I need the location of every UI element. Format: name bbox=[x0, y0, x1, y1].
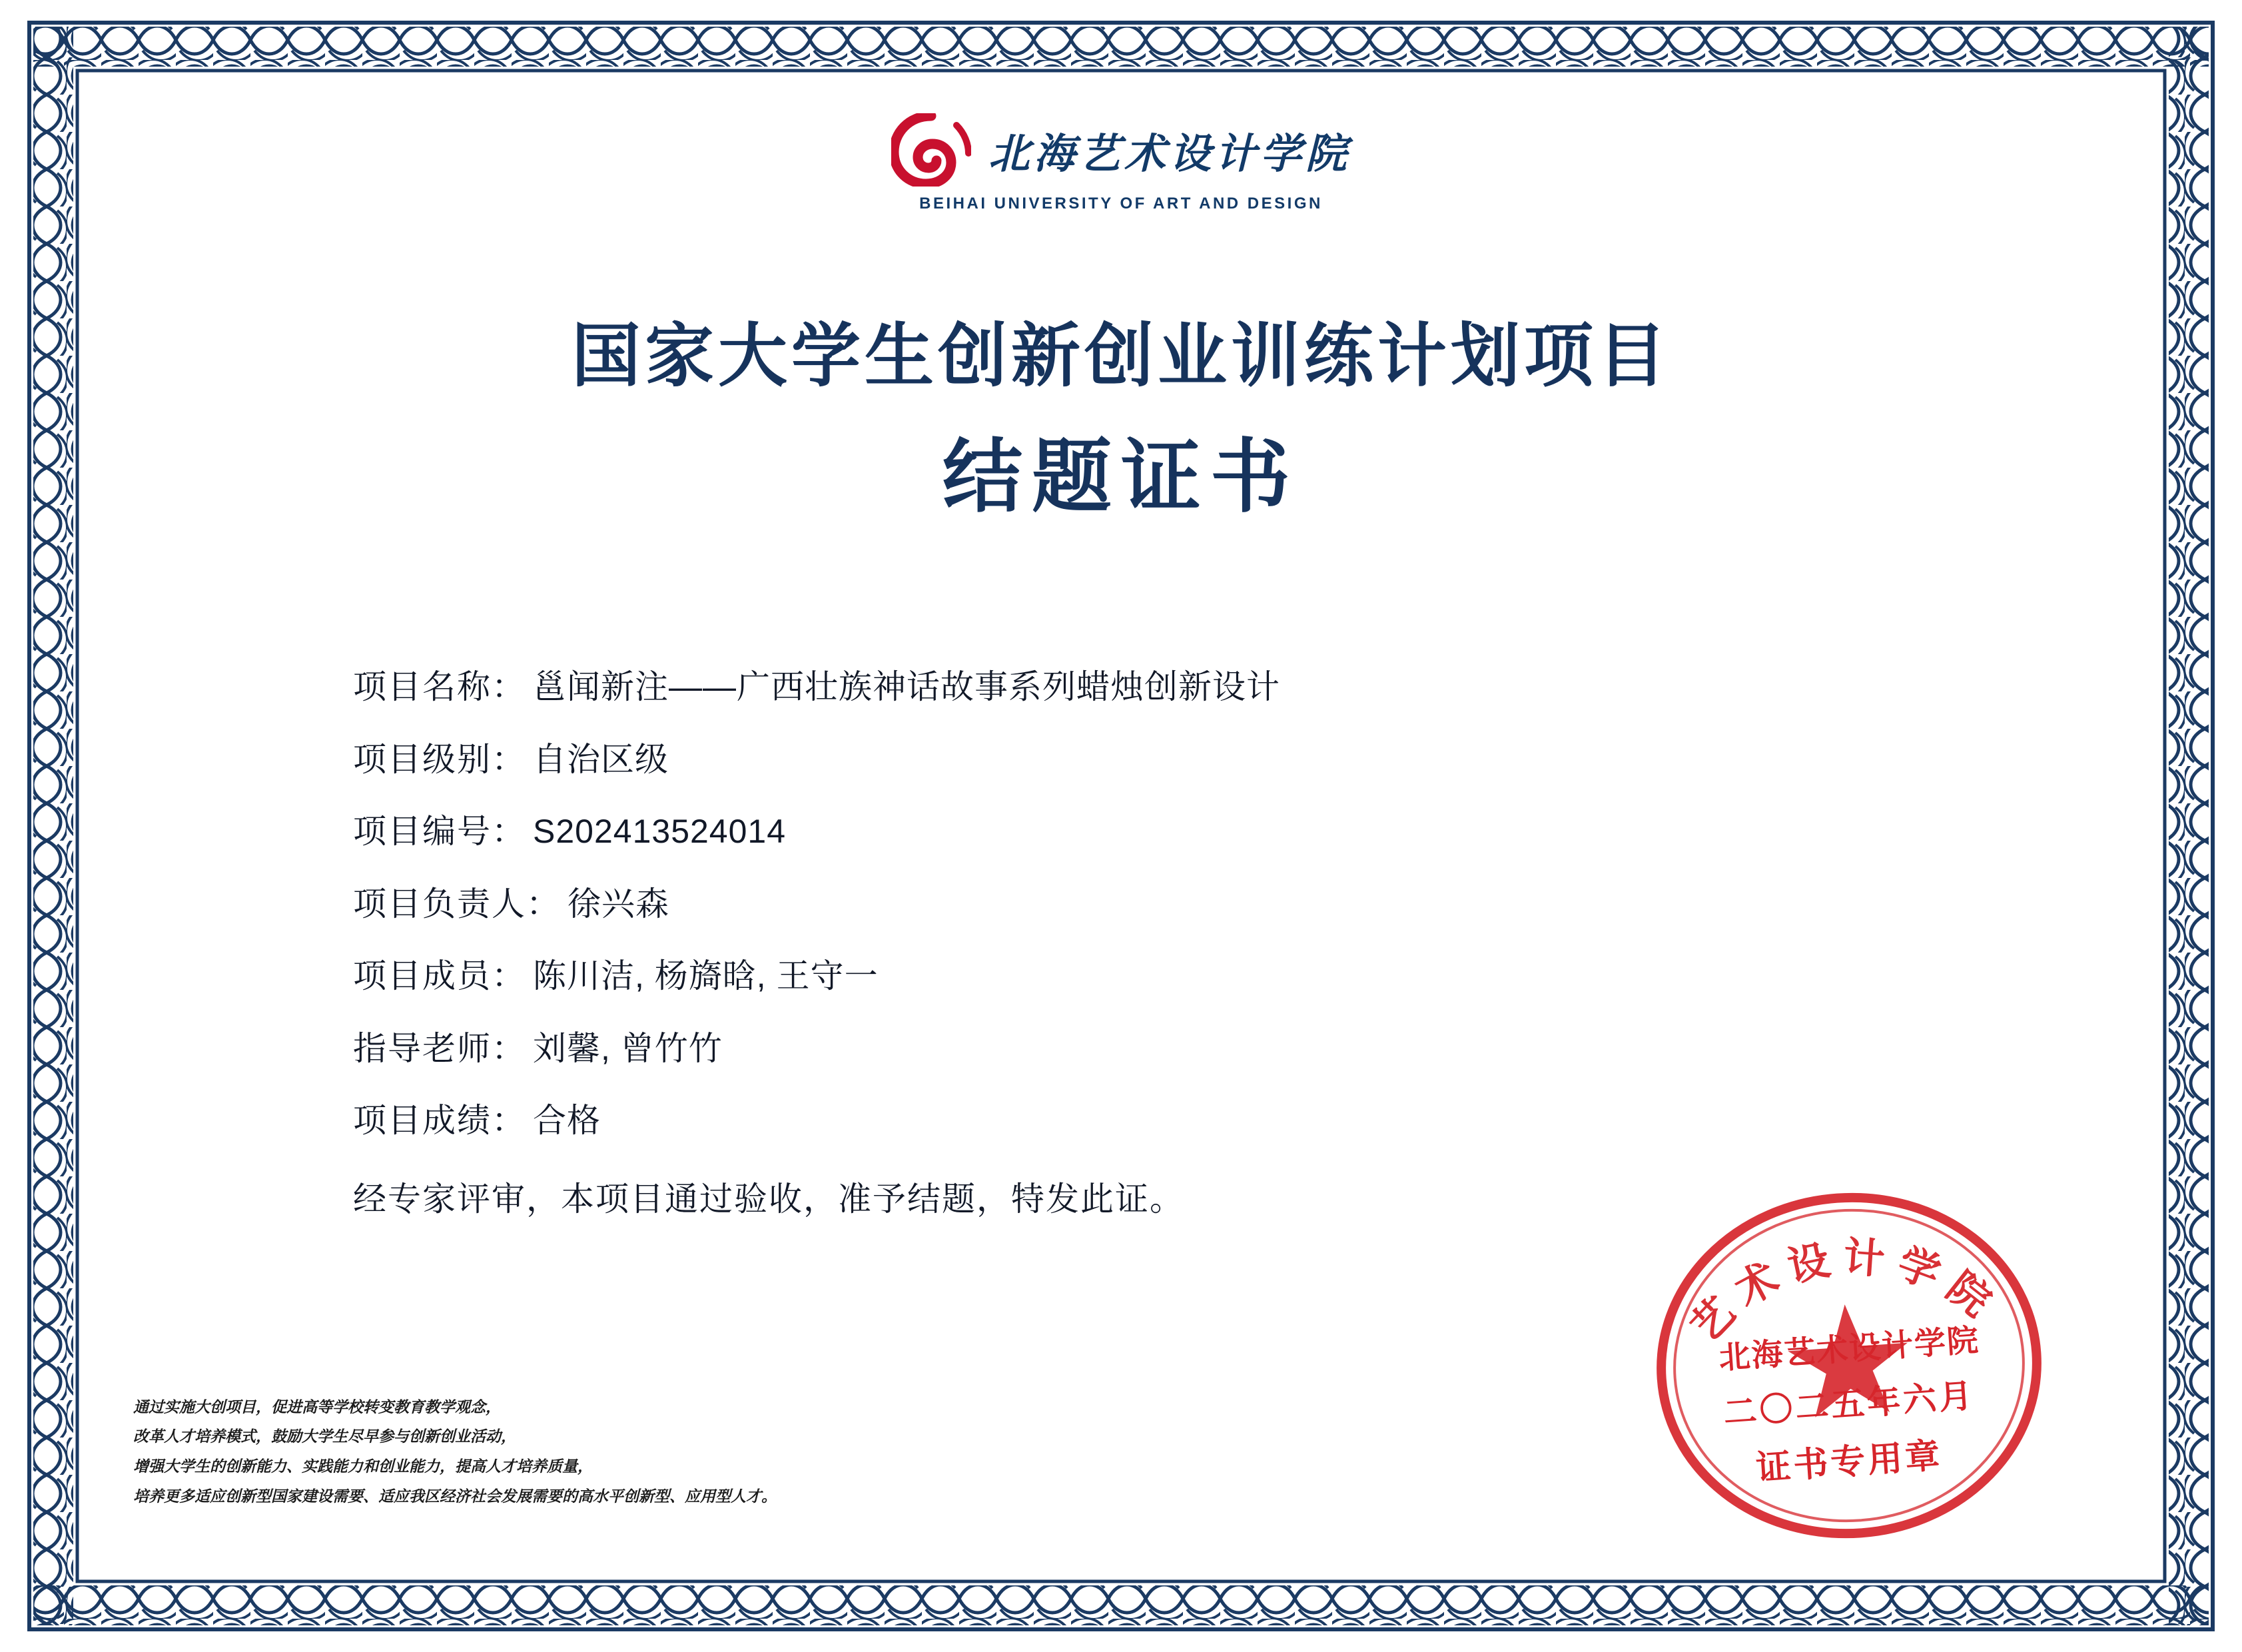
official-seal bbox=[1649, 1186, 2049, 1545]
field-project-leader bbox=[353, 883, 1885, 925]
seal-institution-text: 北海艺术设计学院 bbox=[1717, 1322, 1981, 1377]
field-value: 徐兴森 bbox=[567, 885, 669, 923]
field-value: 陈川洁, 杨旖晗, 王守一 bbox=[533, 957, 879, 995]
footer-note-line: 培养更多适应创新型国家建设需要、适应我区经济社会发展需要的高水平创新型、应用型人才。 bbox=[133, 1487, 777, 1506]
institution-header bbox=[0, 113, 2242, 213]
field-label: 项目名称： bbox=[353, 668, 526, 705]
field-project-number bbox=[353, 811, 1885, 853]
field-value: 刘馨, 曾竹竹 bbox=[533, 1029, 723, 1067]
certificate-fields bbox=[353, 666, 1885, 1220]
institution-name-en: BEIHAI UNIVERSITY OF ART AND DESIGN bbox=[919, 195, 1323, 212]
footer-note bbox=[133, 1393, 777, 1512]
footer-note-line: 增强大学生的创新能力、实践能力和创业能力，提高人才培养质量， bbox=[133, 1457, 593, 1476]
seal-label-text: 证书专用章 bbox=[1754, 1435, 1944, 1489]
field-label: 项目级别： bbox=[353, 740, 526, 778]
field-value: 邕闻新注——广西壮族神话故事系列蜡烛创新设计 bbox=[533, 668, 1280, 705]
field-supervisors bbox=[353, 1028, 1885, 1070]
spiral-wave-logo-icon bbox=[891, 113, 971, 187]
field-label: 项目编号： bbox=[353, 813, 526, 850]
field-project-grade bbox=[353, 1100, 1885, 1142]
field-value: S202413524014 bbox=[533, 813, 787, 850]
certificate-title-line2: 结题证书 bbox=[942, 430, 1300, 524]
field-label: 项目成员： bbox=[353, 957, 526, 995]
field-project-members bbox=[353, 955, 1885, 997]
svg-text:艺术设计学院: 艺术设计学院 bbox=[1681, 1232, 2009, 1352]
field-project-name bbox=[353, 666, 1885, 708]
certificate-statement: 经专家评审，本项目通过验收，准予结题，特发此证。 bbox=[353, 1180, 1184, 1218]
footer-note-line: 通过实施大创项目，促进高等学校转变教育教学观念， bbox=[133, 1398, 501, 1416]
field-value: 合格 bbox=[533, 1102, 601, 1139]
field-label: 项目成绩： bbox=[353, 1102, 526, 1139]
footer-note-line: 改革人才培养模式，鼓励大学生尽早参与创新创业活动， bbox=[133, 1428, 516, 1446]
seal-date-text: 二〇二五年六月 bbox=[1722, 1375, 1976, 1433]
logo-row bbox=[891, 113, 1351, 187]
field-label: 指导老师： bbox=[353, 1029, 526, 1067]
field-value: 自治区级 bbox=[533, 740, 669, 778]
field-label: 项目负责人： bbox=[353, 885, 561, 923]
certificate-title-line1: 国家大学生创新创业训练计划项目 bbox=[571, 314, 1671, 396]
field-project-level bbox=[353, 739, 1885, 781]
institution-name-cn: 北海艺术设计学院 bbox=[988, 129, 1351, 178]
